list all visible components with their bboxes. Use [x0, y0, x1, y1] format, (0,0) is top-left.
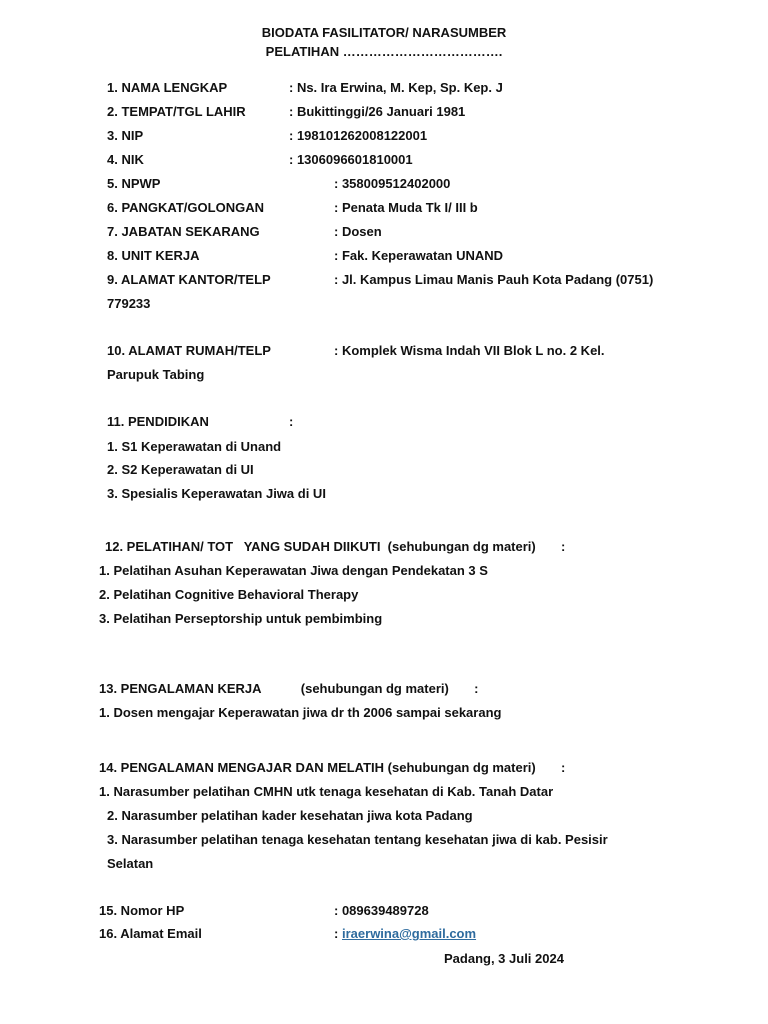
- field-label-hp: 15. Nomor HP: [99, 903, 185, 918]
- field-value-jabatan: : Dosen: [334, 224, 382, 239]
- field-colon-email: :: [334, 926, 339, 941]
- section-heading-mengajar: 14. PENGALAMAN MENGAJAR DAN MELATIH (sehubungan dg materi) :: [99, 760, 566, 775]
- pendidikan-item: 3. Spesialis Keperawatan Jiwa di UI: [107, 486, 326, 501]
- mengajar-item-cont: Selatan: [107, 856, 154, 871]
- field-label-jabatan: 7. JABATAN SEKARANG: [107, 224, 260, 239]
- kerja-item: 1. Dosen mengajar Keperawatan jiwa dr th 2006 sampai sekarang: [99, 705, 502, 720]
- field-label-email: 16. Alamat Email: [99, 926, 202, 941]
- field-label-ttl: 2. TEMPAT/TGL LAHIR: [107, 104, 246, 119]
- pendidikan-item: 2. S2 Keperawatan di UI: [107, 462, 254, 477]
- field-label-rumah: 10. ALAMAT RUMAH/TELP: [107, 343, 271, 358]
- place-date: Padang, 3 Juli 2024: [444, 951, 564, 966]
- field-value-kantor: : Jl. Kampus Limau Manis Pauh Kota Padang (0751): [334, 272, 654, 287]
- section-heading-pelatihan: 12. PELATIHAN/ TOT YANG SUDAH DIIKUTI (sehubungan dg materi) :: [105, 539, 566, 554]
- pelatihan-item: 3. Pelatihan Perseptorship untuk pembimbing: [99, 611, 383, 626]
- mengajar-item: 1. Narasumber pelatihan CMHN utk tenaga kesehatan di Kab. Tanah Datar: [99, 784, 554, 799]
- field-value-nama: : Ns. Ira Erwina, M. Kep, Sp. Kep. J: [289, 80, 503, 95]
- field-label-nama: 1. NAMA LENGKAP: [107, 80, 228, 95]
- field-label-nip: 3. NIP: [107, 128, 144, 143]
- field-value-unit: : Fak. Keperawatan UNAND: [334, 248, 504, 263]
- field-label-kantor: 9. ALAMAT KANTOR/TELP: [107, 272, 271, 287]
- section-heading-kerja: 13. PENGALAMAN KERJA (sehubungan dg materi) :: [99, 681, 479, 696]
- field-value-nip: : 198101262008122001: [289, 128, 428, 143]
- pendidikan-item: 1. S1 Keperawatan di Unand: [107, 439, 282, 454]
- document-subtitle: PELATIHAN ……………………………….: [265, 44, 503, 59]
- field-label-pangkat: 6. PANGKAT/GOLONGAN: [107, 200, 264, 215]
- field-value-rumah: : Komplek Wisma Indah VII Blok L no. 2 Kel.: [334, 343, 605, 358]
- field-value-npwp: : 358009512402000: [334, 176, 451, 191]
- document-title: BIODATA FASILITATOR/ NARASUMBER: [261, 25, 507, 40]
- pelatihan-item: 1. Pelatihan Asuhan Keperawatan Jiwa dengan Pendekatan 3 S: [99, 563, 488, 578]
- pelatihan-item: 2. Pelatihan Cognitive Behavioral Therapy: [99, 587, 359, 602]
- field-label-nik: 4. NIK: [107, 152, 144, 167]
- field-value-rumah-cont: Parupuk Tabing: [107, 367, 205, 382]
- section-label-pendidikan: 11. PENDIDIKAN: [107, 414, 209, 429]
- field-value-pangkat: : Penata Muda Tk I/ III b: [334, 200, 478, 215]
- field-value-kantor-cont: 779233: [107, 296, 151, 311]
- field-value-hp: : 089639489728: [334, 903, 429, 918]
- field-value-ttl: : Bukittinggi/26 Januari 1981: [289, 104, 466, 119]
- section-colon-pendidikan: :: [289, 414, 294, 429]
- email-link[interactable]: iraerwina@gmail.com: [342, 926, 477, 941]
- mengajar-item: 2. Narasumber pelatihan kader kesehatan jiwa kota Padang: [107, 808, 473, 823]
- field-value-nik: : 1306096601810001: [289, 152, 413, 167]
- mengajar-item: 3. Narasumber pelatihan tenaga kesehatan tentang kesehatan jiwa di kab. Pesisir: [107, 832, 608, 847]
- field-label-npwp: 5. NPWP: [107, 176, 161, 191]
- field-label-unit: 8. UNIT KERJA: [107, 248, 200, 263]
